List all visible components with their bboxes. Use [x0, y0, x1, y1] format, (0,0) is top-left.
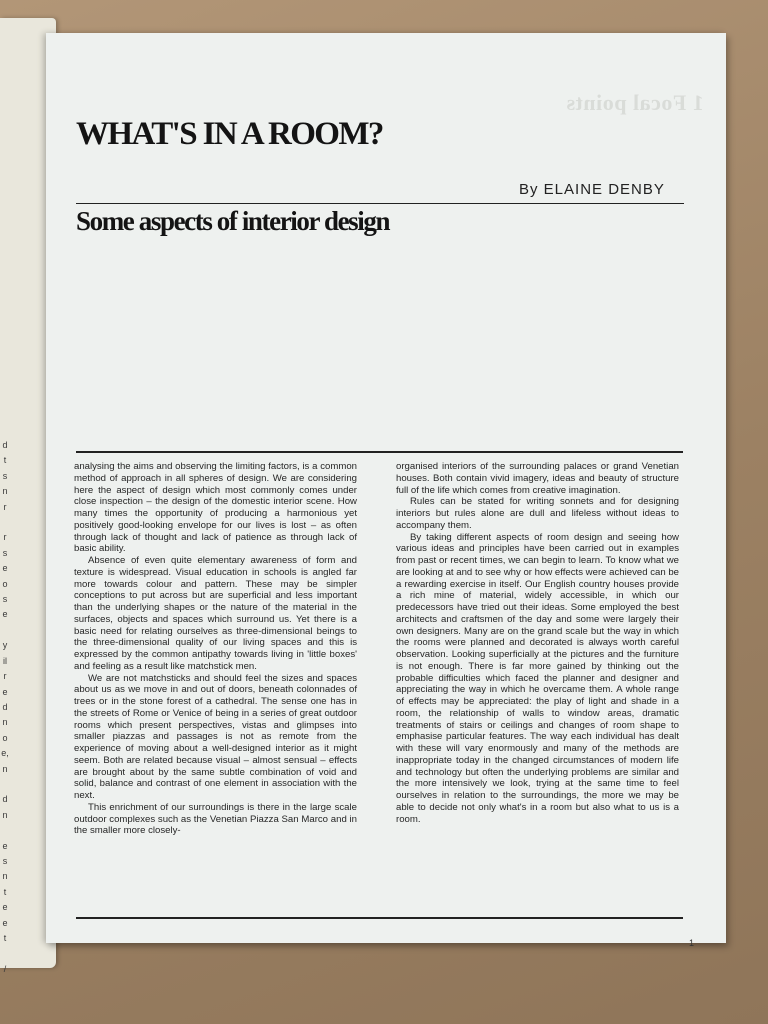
edge-letter: d — [2, 701, 8, 712]
facing-page-text-fragments — [0, 438, 10, 977]
edge-letter: t — [3, 886, 7, 897]
edge-letter: s — [2, 855, 8, 866]
edge-letter: e — [2, 563, 8, 574]
edge-letter — [0, 823, 10, 838]
article-title: WHAT'S IN A ROOM? — [76, 116, 383, 152]
edge-letter: s — [2, 470, 8, 481]
edge-letter: t — [3, 933, 7, 943]
edge-letter: e — [2, 609, 8, 620]
edge-letter: e, — [1, 748, 9, 759]
body-bottom-rule — [76, 917, 683, 919]
article-subtitle: Some aspects of interior design — [76, 206, 390, 236]
paragraph: This enrichment of our surroundings is there in the large scale outdoor complexes such as the Venetian Piazza San Marco and in the smaller more closely- — [74, 801, 357, 837]
paragraph: analysing the aims and observing the limiting factors, is a common method of approach in all spheres of design. We are considering here the aspect of design which most commonly comes under close inspection – the design of the domestic interior scene. How many times the opportunity of producing a harmonious yet positively good-looking envelope for our lives is lost – as often through lack of thought and lack of patience as through lack of basic ability. — [74, 461, 357, 555]
edge-letter: n — [2, 871, 8, 882]
paragraph: By taking different aspects of room design and seeing how various ideas and principles have been carried out in examples from past or recent times, we can begin to learn. To know what we are looking at and to see why or how effects were achieved can be a rewarding exercise in itself. Our English country houses provide a rich mine of material, widely accessible, in which our predecessors have tried out their ideas. Some employed the best architects and craftsmen of the day and some were largely their own designers. Many are on the grand scale but the way in which the rooms were planned and decorated is always worth careful observation. Looking superficially at the pictures and the furniture is not enough. There is far more gained by thinking out the probable difficulties which faced the planner and designer and appreciating the way in which he overcame them. A whole range of effects may be appreciated: the play of light and shade in a room, the relationship of walls to window areas, dramatic treatments of stairs or ceilings and changes of room shape to emphasise particular features. The way each individual has dealt with these will vary enormously and many of the methods are inappropriate today in the changed circumstances of modern life and technology but often the underlying problems are similar and the more intensively we look, trying at the same time to feel ourselves in relation to the surroundings, the more we may be able to decide not only what's in a room but also what to us is a room. — [396, 531, 680, 825]
edge-letter: n — [2, 809, 8, 820]
edge-letter — [0, 946, 10, 961]
edge-letter: t — [3, 455, 7, 466]
edge-letter: d — [2, 440, 8, 450]
showthrough-text: 1 Focal points — [566, 90, 704, 115]
edge-letter: n — [2, 486, 8, 497]
edge-letter: r — [3, 671, 7, 682]
edge-letter: y — [2, 640, 8, 651]
edge-letter: n — [2, 717, 8, 728]
magazine-page — [46, 33, 726, 948]
edge-letter: d — [2, 794, 8, 805]
title-divider — [76, 203, 684, 204]
edge-letter — [0, 777, 10, 792]
article-byline: By ELAINE DENBY — [519, 181, 665, 198]
edge-letter — [0, 623, 10, 638]
body-column-left — [74, 461, 357, 837]
edge-letter: e — [2, 902, 8, 913]
edge-letter: r — [3, 532, 7, 543]
edge-letter: il — [3, 655, 7, 666]
edge-letter: r — [3, 501, 7, 512]
paragraph: Rules can be stated for writing sonnets and for designing interiors but rules alone are dull and lifeless without ideas to accompany them. — [396, 496, 679, 531]
edge-letter: e — [2, 840, 8, 851]
edge-letter: s — [2, 547, 8, 558]
edge-letter: e — [2, 686, 8, 697]
edge-letter — [0, 515, 10, 530]
edge-letter: o — [2, 578, 8, 589]
body-column-right — [396, 461, 679, 825]
edge-letter: e — [2, 917, 8, 928]
edge-letter: / — [3, 963, 7, 974]
edge-letter: o — [2, 732, 8, 743]
paragraph: Absence of even quite elementary awareness of form and texture is widespread. Visual education in schools is angled far more towards colour and pattern. These may be simpler conceptions to put across but are superficial and less important than the underlying shapes or the nature of the material in the surfaces, objects and spaces which surround us. Yet there is a basic need for relating ourselves as three-dimensional beings to the three-dimensional quality of our living spaces and this is expressed by the common antipathy towards living in 'little boxes' and feeling as a result like matchstick men. — [74, 555, 357, 672]
edge-letter: s — [2, 594, 8, 605]
paragraph: We are not matchsticks and should feel the sizes and spaces about us as we move in and out of doors, beneath colonnades of trees or in the stone forest of a cathedral. The sense one has in the streets of Rome or Venice of being in a series of great outdoor rooms which present perspectives, vistas and glimpses into smaller piazzas and passages is not as remote from the experience of moving about a well-designed interior as it might seem. Both are related because visual – almost sensual – effects are brought about by the same subtle combination of void and solid, balance and contrast of one element in association with the next. — [74, 672, 357, 801]
edge-letter: n — [2, 763, 8, 774]
page-number: 1 — [689, 938, 695, 948]
body-top-rule — [76, 451, 683, 453]
paragraph: organised interiors of the surrounding palaces or grand Venetian houses. Both contain vivid imagery, ideas and beauty of structure full of the life which comes from creative imagination. — [396, 461, 679, 496]
